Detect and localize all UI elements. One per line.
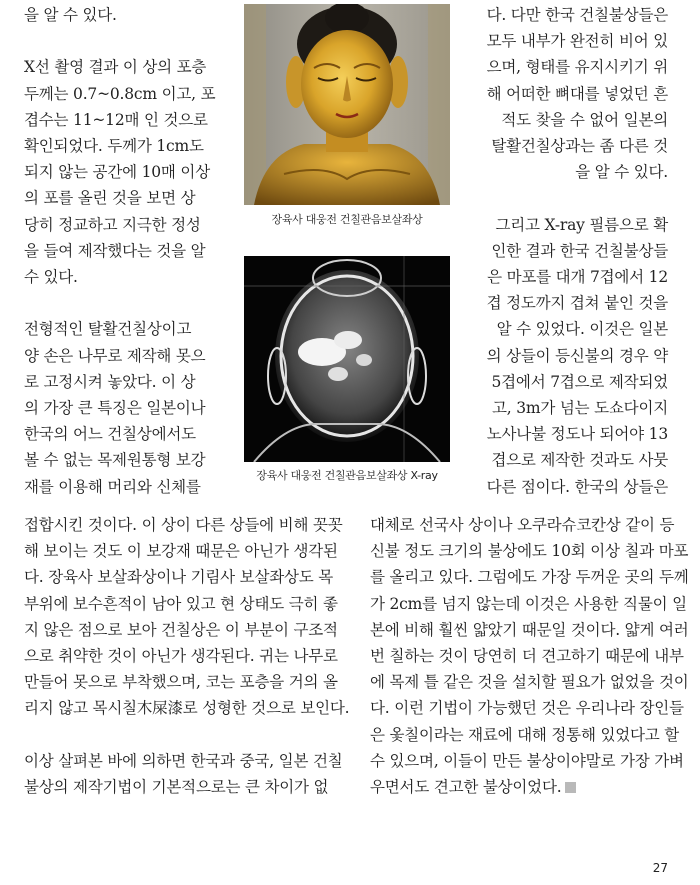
text-line: 해 어떠한 뼈대를 넣었던 흔 bbox=[486, 84, 668, 103]
text-line: 5겹에서 7겹으로 제작되었 bbox=[491, 372, 668, 391]
xray-photo bbox=[244, 256, 450, 462]
text-line: 노사나불 정도나 되어야 13 bbox=[486, 425, 668, 444]
text-line: 을 알 수 있다. bbox=[575, 163, 668, 182]
text-line: 알 수 있었다. 이것은 일본 bbox=[496, 320, 668, 339]
page-number: 27 bbox=[652, 861, 668, 875]
text-line: 겹수는 11~12매 인 것으로 bbox=[24, 110, 208, 129]
text-line: 탈활건칠상과는 좀 다른 것 bbox=[491, 137, 668, 155]
text-line: 를 올리고 있다. 그럼에도 가장 두꺼운 곳의 두께 bbox=[370, 568, 689, 587]
text-line: 두께는 0.7~0.8cm 이고, 포 bbox=[24, 84, 216, 103]
text-line: 번 칠하는 것이 당연히 더 견고하기 때문에 내부 bbox=[370, 647, 684, 665]
text-line: 가 2cm를 넘지 않는데 이것은 사용한 직물이 일 bbox=[370, 594, 687, 613]
text-line: 으로 취약한 것이 아닌가 생각된다. 귀는 나무로 bbox=[24, 647, 338, 665]
text-line: 본에 비해 훨씬 얇았기 때문일 것이다. 얇게 여러 bbox=[370, 620, 689, 639]
text-line: X선 촬영 결과 이 상의 포층 bbox=[24, 58, 207, 77]
text-line: 을 들여 제작했다는 것을 알 bbox=[24, 241, 206, 260]
text-line: 재를 이용해 머리와 신체를 bbox=[24, 477, 201, 496]
text-line: 은 마포를 대개 7겹에서 12 bbox=[487, 268, 668, 286]
text-line: 다. 이런 기법이 가능했던 것은 우리나라 장인들 bbox=[370, 699, 684, 718]
text-line: 확인되었다. 두께가 1cm도 bbox=[24, 137, 204, 155]
photo-caption-top: 장육사 대웅전 건칠관음보살좌상 bbox=[271, 213, 423, 226]
text-line: 고, 3m가 넘는 도쇼다이지 bbox=[491, 399, 668, 417]
text-line: 당히 정교하고 지극한 정성 bbox=[24, 215, 201, 234]
text-line: 한국의 어느 건칠상에서도 bbox=[24, 425, 196, 444]
text-line: 의 상들이 등신불의 경우 약 bbox=[486, 346, 668, 365]
text-line: 다. 다만 한국 건칠불상들은 bbox=[486, 6, 668, 24]
text-line: 은 옻칠이라는 재료에 대해 정통해 있었다고 할 bbox=[370, 725, 680, 744]
text-line: 적도 찾을 수 없어 일본의 bbox=[501, 110, 668, 129]
text-line: 되지 않는 공간에 10매 이상 bbox=[24, 163, 210, 182]
text-line: 의 가장 큰 특징은 일본이나 bbox=[24, 399, 206, 417]
text-line: 우면서도 견고한 불상이었다. bbox=[370, 777, 576, 797]
text-line: 리지 않고 목시칠木屎漆로 성형한 것으로 보인다. bbox=[24, 699, 350, 718]
text-line: 대체로 선국사 상이나 오쿠라슈코칸상 같이 등 bbox=[370, 516, 675, 534]
buddha-photo bbox=[244, 4, 450, 205]
text-line: 을 알 수 있다. bbox=[24, 6, 117, 24]
text-line: 인한 결과 한국 건칠불상들 bbox=[491, 241, 668, 260]
text-line: 지 않은 점으로 보아 건칠상은 이 부분이 구조적 bbox=[24, 620, 338, 639]
end-mark-icon bbox=[565, 782, 576, 793]
text-line: 다른 점이다. 한국의 상들은 bbox=[486, 477, 668, 496]
text-line: 에 목제 틀 같은 것을 설치할 필요가 없었을 것이 bbox=[370, 673, 689, 692]
photo-caption-xray: 장육사 대웅전 건칠관음보살좌상 X-ray bbox=[256, 469, 438, 482]
text-line: 수 있다. bbox=[24, 268, 78, 286]
text-line: 신불 정도 크기의 불상에도 10회 이상 칠과 마포 bbox=[370, 542, 689, 561]
text-line: 로 고정시켜 놓았다. 이 상 bbox=[24, 372, 196, 391]
text-line: 그리고 X-ray 필름으로 확 bbox=[495, 215, 668, 234]
text-line: 모두 내부가 완전히 비어 있 bbox=[486, 32, 668, 51]
text-line: 양 손은 나무로 제작해 못으 bbox=[24, 346, 206, 365]
text-line: 다. 장육사 보살좌상이나 기림사 보살좌상도 목 bbox=[24, 568, 334, 587]
text-line: 겹 정도까지 겹쳐 붙인 것을 bbox=[486, 294, 668, 313]
text-line: 접합시킨 것이다. 이 상이 다른 상들에 비해 꼿꼿 bbox=[24, 516, 343, 534]
text-line: 볼 수 없는 목제원통형 보강 bbox=[24, 451, 206, 470]
text-line: 으며, 형태를 유지시키기 위 bbox=[486, 58, 668, 77]
text-line: 수 있으며, 이들이 만든 불상이야말로 가장 가벼 bbox=[370, 751, 684, 770]
text-line: 의 포를 올린 것을 보면 상 bbox=[24, 189, 196, 208]
text-line: 이상 살펴본 바에 의하면 한국과 중국, 일본 건칠 bbox=[24, 751, 343, 770]
text-line: 부위에 보수흔적이 남아 있고 현 상태도 극히 좋 bbox=[24, 594, 338, 613]
text-line: 해 보이는 것도 이 보강재 때문은 아닌가 생각된 bbox=[24, 542, 338, 561]
text-line: 겹으로 제작한 것과도 사뭇 bbox=[491, 451, 668, 470]
text-line: 불상의 제작기법이 기본적으로는 큰 차이가 없 bbox=[24, 778, 329, 796]
text-line: 전형적인 탈활건칠상이고 bbox=[24, 320, 192, 339]
text-line: 만들어 못으로 부착했으며, 코는 포층을 거의 올 bbox=[24, 673, 338, 692]
